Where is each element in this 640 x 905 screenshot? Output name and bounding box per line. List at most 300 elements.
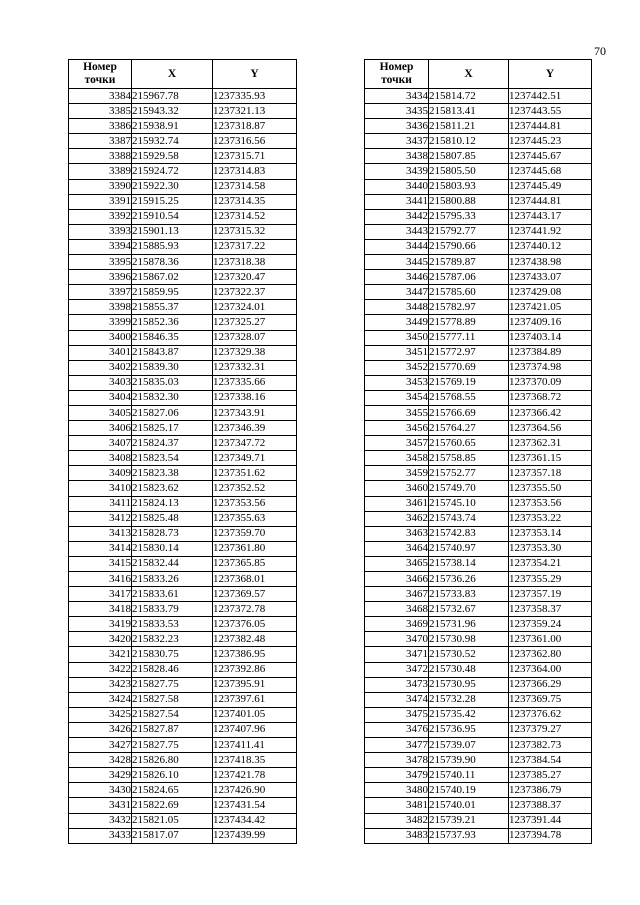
point-number-cell: 3405 [69,405,132,420]
y-cell: 1237403.14 [509,330,592,345]
x-cell: 215885.93 [132,239,213,254]
y-cell: 1237361.00 [509,632,592,647]
point-number-cell: 3397 [69,285,132,300]
point-number-cell: 3473 [365,677,429,692]
y-cell: 1237355.29 [509,572,592,587]
point-number-cell: 3475 [365,707,429,722]
table-row [69,466,297,481]
y-cell: 1237445.68 [509,164,592,179]
point-number-cell: 3480 [365,783,429,798]
point-number-cell: 3428 [69,753,132,768]
x-cell: 215789.87 [429,255,509,270]
table-row [365,813,592,828]
point-number-cell: 3385 [69,104,132,119]
point-number-cell: 3467 [365,587,429,602]
y-cell: 1237434.42 [213,813,297,828]
point-number-cell: 3463 [365,526,429,541]
y-cell: 1237349.71 [213,451,297,466]
y-cell: 1237314.83 [213,164,297,179]
y-cell: 1237441.92 [509,224,592,239]
point-number-cell: 3453 [365,375,429,390]
table-row [365,421,592,436]
table-row [365,285,592,300]
table-row [69,828,297,843]
point-number-cell: 3384 [69,89,132,104]
x-cell: 215805.50 [429,164,509,179]
table-row [365,707,592,722]
point-number-cell: 3468 [365,602,429,617]
y-cell: 1237409.16 [509,315,592,330]
y-cell: 1237429.08 [509,285,592,300]
x-cell: 215769.19 [429,375,509,390]
table-row [365,451,592,466]
x-cell: 215733.83 [429,587,509,602]
point-number-cell: 3411 [69,496,132,511]
table-row [69,164,297,179]
y-cell: 1237353.22 [509,511,592,526]
table-row [69,481,297,496]
x-cell: 215739.07 [429,738,509,753]
table-row [69,330,297,345]
y-cell: 1237329.38 [213,345,297,360]
point-number-cell: 3469 [365,617,429,632]
y-cell: 1237372.78 [213,602,297,617]
y-cell: 1237445.49 [509,179,592,194]
x-cell: 215758.85 [429,451,509,466]
x-cell: 215832.30 [132,390,213,405]
y-cell: 1237369.75 [509,692,592,707]
x-cell: 215826.10 [132,768,213,783]
y-cell: 1237353.30 [509,541,592,556]
point-number-cell: 3439 [365,164,429,179]
point-number-cell: 3470 [365,632,429,647]
table-row [365,149,592,164]
point-number-cell: 3393 [69,224,132,239]
x-cell: 215827.75 [132,738,213,753]
y-cell: 1237338.16 [213,390,297,405]
point-number-cell: 3388 [69,149,132,164]
table-row [69,255,297,270]
y-cell: 1237357.18 [509,466,592,481]
x-cell: 215855.37 [132,300,213,315]
y-cell: 1237322.37 [213,285,297,300]
point-number-cell: 3395 [69,255,132,270]
point-number-cell: 3429 [69,768,132,783]
table-row [69,119,297,134]
x-cell: 215828.46 [132,662,213,677]
x-cell: 215910.54 [132,209,213,224]
header-y: Y [509,60,592,89]
point-number-cell: 3406 [69,421,132,436]
table-row [69,692,297,707]
x-cell: 215739.90 [429,753,509,768]
y-cell: 1237314.52 [213,209,297,224]
y-cell: 1237439.99 [213,828,297,843]
table-row [69,104,297,119]
y-cell: 1237365.85 [213,556,297,571]
point-number-cell: 3390 [69,179,132,194]
y-cell: 1237382.73 [509,738,592,753]
x-cell: 215843.87 [132,345,213,360]
y-cell: 1237353.56 [213,496,297,511]
y-cell: 1237357.19 [509,587,592,602]
point-number-cell: 3471 [365,647,429,662]
point-number-cell: 3402 [69,360,132,375]
table-row [69,722,297,737]
y-cell: 1237314.58 [213,179,297,194]
point-number-cell: 3426 [69,722,132,737]
point-number-cell: 3418 [69,602,132,617]
x-cell: 215777.11 [429,330,509,345]
x-cell: 215827.58 [132,692,213,707]
table-row [365,270,592,285]
x-cell: 215800.88 [429,194,509,209]
point-number-cell: 3483 [365,828,429,843]
table-row [69,315,297,330]
y-cell: 1237433.07 [509,270,592,285]
x-cell: 215814.72 [429,89,509,104]
table-row [365,692,592,707]
y-cell: 1237335.93 [213,89,297,104]
point-number-cell: 3432 [69,813,132,828]
y-cell: 1237442.51 [509,89,592,104]
x-cell: 215730.95 [429,677,509,692]
y-cell: 1237347.72 [213,436,297,451]
y-cell: 1237315.32 [213,224,297,239]
x-cell: 215932.74 [132,134,213,149]
table-row [69,436,297,451]
x-cell: 215787.06 [429,270,509,285]
table-row [365,239,592,254]
y-cell: 1237358.37 [509,602,592,617]
y-cell: 1237359.70 [213,526,297,541]
y-cell: 1237328.07 [213,330,297,345]
header-x: X [132,60,213,89]
y-cell: 1237386.79 [509,783,592,798]
x-cell: 215824.65 [132,783,213,798]
point-number-cell: 3391 [69,194,132,209]
y-cell: 1237374.98 [509,360,592,375]
x-cell: 215736.26 [429,572,509,587]
point-number-cell: 3457 [365,436,429,451]
y-cell: 1237316.56 [213,134,297,149]
x-cell: 215817.07 [132,828,213,843]
table-row [365,209,592,224]
y-cell: 1237364.00 [509,662,592,677]
point-number-cell: 3449 [365,315,429,330]
table-row [365,572,592,587]
point-number-cell: 3433 [69,828,132,843]
x-cell: 215827.06 [132,405,213,420]
table-row [365,481,592,496]
point-number-cell: 3419 [69,617,132,632]
table-row [69,179,297,194]
y-cell: 1237438.98 [509,255,592,270]
point-number-cell: 3430 [69,783,132,798]
point-number-cell: 3412 [69,511,132,526]
table-row [365,104,592,119]
table-row [69,270,297,285]
table-header-row [69,60,297,89]
x-cell: 215810.12 [429,134,509,149]
point-number-cell: 3404 [69,390,132,405]
y-cell: 1237366.29 [509,677,592,692]
table-row [365,345,592,360]
y-cell: 1237392.86 [213,662,297,677]
x-cell: 215826.80 [132,753,213,768]
point-number-cell: 3421 [69,647,132,662]
x-cell: 215785.60 [429,285,509,300]
x-cell: 215833.26 [132,572,213,587]
x-cell: 215967.78 [132,89,213,104]
table-row [69,496,297,511]
x-cell: 215938.91 [132,119,213,134]
x-cell: 215824.37 [132,436,213,451]
y-cell: 1237384.54 [509,753,592,768]
x-cell: 215821.05 [132,813,213,828]
table-row [69,602,297,617]
x-cell: 215730.98 [429,632,509,647]
y-cell: 1237353.14 [509,526,592,541]
y-cell: 1237361.15 [509,451,592,466]
y-cell: 1237352.52 [213,481,297,496]
x-cell: 215835.03 [132,375,213,390]
y-cell: 1237368.72 [509,390,592,405]
x-cell: 215832.23 [132,632,213,647]
point-number-cell: 3459 [365,466,429,481]
table-row [69,421,297,436]
x-cell: 215738.14 [429,556,509,571]
x-cell: 215772.97 [429,345,509,360]
x-cell: 215822.69 [132,798,213,813]
point-number-cell: 3434 [365,89,429,104]
table-row [365,164,592,179]
point-number-cell: 3414 [69,541,132,556]
table-row [365,466,592,481]
header-point-number: Номер точки [69,60,132,89]
x-cell: 215827.75 [132,677,213,692]
x-cell: 215760.65 [429,436,509,451]
table-row [69,587,297,602]
y-cell: 1237355.63 [213,511,297,526]
table-row [365,119,592,134]
table-row [69,149,297,164]
y-cell: 1237318.87 [213,119,297,134]
y-cell: 1237388.37 [509,798,592,813]
x-cell: 215832.44 [132,556,213,571]
y-cell: 1237359.24 [509,617,592,632]
x-cell: 215752.77 [429,466,509,481]
x-cell: 215827.87 [132,722,213,737]
point-number-cell: 3451 [365,345,429,360]
x-cell: 215827.54 [132,707,213,722]
y-cell: 1237421.78 [213,768,297,783]
table-row [365,390,592,405]
y-cell: 1237321.13 [213,104,297,119]
table-row [365,617,592,632]
y-cell: 1237407.96 [213,722,297,737]
table-row [365,255,592,270]
x-cell: 215833.53 [132,617,213,632]
y-cell: 1237370.09 [509,375,592,390]
point-number-cell: 3420 [69,632,132,647]
y-cell: 1237397.61 [213,692,297,707]
x-cell: 215824.13 [132,496,213,511]
x-cell: 215739.21 [429,813,509,828]
point-number-cell: 3394 [69,239,132,254]
point-number-cell: 3427 [69,738,132,753]
point-number-cell: 3461 [365,496,429,511]
point-number-cell: 3396 [69,270,132,285]
table-row [69,511,297,526]
table-row [365,315,592,330]
y-cell: 1237315.71 [213,149,297,164]
y-cell: 1237445.23 [509,134,592,149]
table-row [365,496,592,511]
y-cell: 1237369.57 [213,587,297,602]
x-cell: 215740.97 [429,541,509,556]
table-row [365,602,592,617]
point-number-cell: 3479 [365,768,429,783]
table-row [69,526,297,541]
table-row [365,722,592,737]
point-number-cell: 3400 [69,330,132,345]
point-number-cell: 3448 [365,300,429,315]
y-cell: 1237443.17 [509,209,592,224]
y-cell: 1237317.22 [213,239,297,254]
point-number-cell: 3389 [69,164,132,179]
y-cell: 1237382.48 [213,632,297,647]
table-row [69,572,297,587]
x-cell: 215743.74 [429,511,509,526]
table-row [365,300,592,315]
x-cell: 215833.79 [132,602,213,617]
point-number-cell: 3417 [69,587,132,602]
y-cell: 1237324.01 [213,300,297,315]
point-number-cell: 3442 [365,209,429,224]
y-cell: 1237353.56 [509,496,592,511]
y-cell: 1237443.55 [509,104,592,119]
table-row [69,390,297,405]
table-row [69,662,297,677]
point-number-cell: 3408 [69,451,132,466]
table-row [365,738,592,753]
y-cell: 1237445.67 [509,149,592,164]
table-row [69,134,297,149]
x-cell: 215823.62 [132,481,213,496]
point-number-cell: 3423 [69,677,132,692]
table-row [69,451,297,466]
point-number-cell: 3410 [69,481,132,496]
point-number-cell: 3431 [69,798,132,813]
table-row [69,753,297,768]
table-row [365,798,592,813]
x-cell: 215740.19 [429,783,509,798]
table-row [69,783,297,798]
table-row [365,828,592,843]
x-cell: 215833.61 [132,587,213,602]
y-cell: 1237335.66 [213,375,297,390]
table-row [69,617,297,632]
point-number-cell: 3478 [365,753,429,768]
x-cell: 215742.83 [429,526,509,541]
x-cell: 215929.58 [132,149,213,164]
point-number-cell: 3399 [69,315,132,330]
point-number-cell: 3464 [365,541,429,556]
y-cell: 1237386.95 [213,647,297,662]
y-cell: 1237418.35 [213,753,297,768]
x-cell: 215830.14 [132,541,213,556]
point-number-cell: 3474 [365,692,429,707]
y-cell: 1237332.31 [213,360,297,375]
x-cell: 215943.32 [132,104,213,119]
x-cell: 215901.13 [132,224,213,239]
table-row [69,239,297,254]
table-row [365,134,592,149]
x-cell: 215790.66 [429,239,509,254]
x-cell: 215830.75 [132,647,213,662]
x-cell: 215740.01 [429,798,509,813]
point-number-cell: 3441 [365,194,429,209]
table-row [365,768,592,783]
table-row [69,209,297,224]
point-number-cell: 3472 [365,662,429,677]
y-cell: 1237440.12 [509,239,592,254]
table-row [69,738,297,753]
page-number: 70 [594,44,606,58]
y-cell: 1237394.78 [509,828,592,843]
point-number-cell: 3440 [365,179,429,194]
x-cell: 215735.42 [429,707,509,722]
x-cell: 215766.69 [429,405,509,420]
table-row [69,375,297,390]
point-number-cell: 3413 [69,526,132,541]
table-row [69,345,297,360]
x-cell: 215731.96 [429,617,509,632]
point-number-cell: 3481 [365,798,429,813]
y-cell: 1237361.80 [213,541,297,556]
table-row [365,753,592,768]
point-number-cell: 3438 [365,149,429,164]
x-cell: 215782.97 [429,300,509,315]
y-cell: 1237325.27 [213,315,297,330]
y-cell: 1237346.39 [213,421,297,436]
x-cell: 215732.67 [429,602,509,617]
y-cell: 1237364.56 [509,421,592,436]
point-number-cell: 3477 [365,738,429,753]
point-number-cell: 3422 [69,662,132,677]
point-number-cell: 3401 [69,345,132,360]
x-cell: 215770.69 [429,360,509,375]
point-number-cell: 3460 [365,481,429,496]
x-cell: 215737.93 [429,828,509,843]
header-y: Y [213,60,297,89]
point-number-cell: 3416 [69,572,132,587]
y-cell: 1237351.62 [213,466,297,481]
x-cell: 215811.21 [429,119,509,134]
y-cell: 1237368.01 [213,572,297,587]
point-number-cell: 3386 [69,119,132,134]
table-row [365,526,592,541]
table-row [365,783,592,798]
point-number-cell: 3407 [69,436,132,451]
y-cell: 1237354.21 [509,556,592,571]
table-row [365,360,592,375]
table-row [69,813,297,828]
x-cell: 215839.30 [132,360,213,375]
x-cell: 215852.36 [132,315,213,330]
table-row [365,632,592,647]
